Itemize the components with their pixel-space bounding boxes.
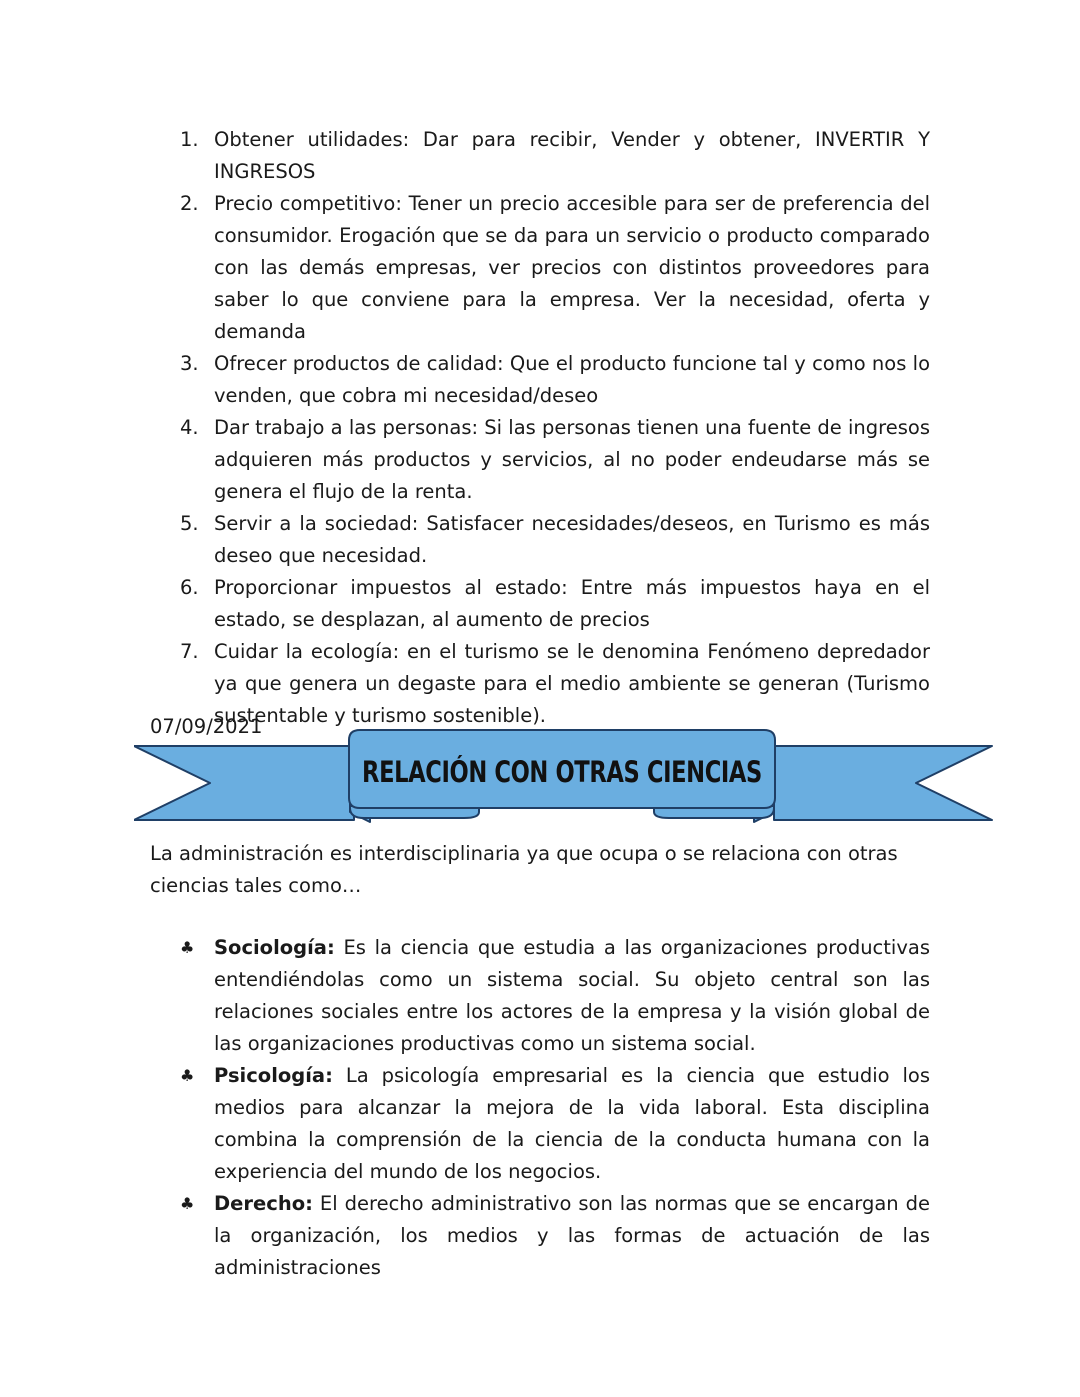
list-item <box>150 636 930 732</box>
list-item <box>150 188 930 348</box>
list-item <box>150 1188 930 1284</box>
list-item <box>150 348 930 412</box>
ribbon-right-tail <box>774 746 992 820</box>
list-item <box>150 508 930 572</box>
club-icon: ♣ <box>180 1194 195 1213</box>
list-item-text: Precio competitivo: Tener un precio accesible para ser de preferencia del consumidor. Erogación que se da para un servicio o producto comparado con las demás empresas, ver precios con distintos proveedores para saber lo que conviene para la empresa. Ver la necesidad, oferta y demanda <box>214 192 930 343</box>
list-item <box>150 932 930 1060</box>
list-item <box>150 124 930 188</box>
science-description: La psicología empresarial es la ciencia que estudio los medios para alcanzar la mejora de la vida laboral. Esta disciplina combina la comprensión de la ciencia de la conducta humana con la experiencia del mundo de los negocios. <box>214 1064 930 1183</box>
list-number: 7. <box>180 640 199 663</box>
banner-title: RELACIÓN CON OTRAS CIENCIAS <box>362 755 762 789</box>
list-item-text: Ofrecer productos de calidad: Que el producto funcione tal y como nos lo venden, que cobra mi necesidad/deseo <box>214 352 930 407</box>
intro-paragraph: La administración es interdisciplinaria ya que ocupa o se relaciona con otras ciencias tales como… <box>150 842 898 897</box>
list-number: 6. <box>180 576 199 599</box>
list-number: 1. <box>180 128 199 151</box>
list-item-text: Dar trabajo a las personas: Si las personas tienen una fuente de ingresos adquieren más productos y servicios, al no poder endeudarse más se genera el flujo de la renta. <box>214 416 930 503</box>
list-item <box>150 572 930 636</box>
list-number: 4. <box>180 416 199 439</box>
list-item-text: Obtener utilidades: Dar para recibir, Vender y obtener, INVERTIR Y INGRESOS <box>214 128 930 183</box>
science-term: Sociología: <box>214 936 335 959</box>
ribbon-left-tail <box>134 746 354 820</box>
list-item-text: Proporcionar impuestos al estado: Entre más impuestos haya en el estado, se desplazan, al aumento de precios <box>214 576 930 631</box>
science-description: El derecho administrativo son las normas que se encargan de la organización, los medios y las formas de actuación de las administraciones <box>214 1192 930 1279</box>
list-number: 5. <box>180 512 199 535</box>
section-banner <box>134 726 994 826</box>
list-item-text: Servir a la sociedad: Satisfacer necesidades/deseos, en Turismo es más deseo que necesidad. <box>214 512 930 567</box>
club-icon: ♣ <box>180 938 195 957</box>
club-icon: ♣ <box>180 1066 195 1085</box>
science-description: Es la ciencia que estudia a las organizaciones productivas entendiéndolas como un sistema social. Su objeto central son las relaciones sociales entre los actores de la empresa y la visión global de las organizaciones productivas como un sistema social. <box>214 936 930 1055</box>
list-number: 3. <box>180 352 199 375</box>
date-label: 07/09/2021 <box>150 715 263 738</box>
sciences-list <box>150 932 930 1284</box>
science-term: Derecho: <box>214 1192 313 1215</box>
list-number: 2. <box>180 192 199 215</box>
list-item-text: Cuidar la ecología: en el turismo se le denomina Fenómeno depredador ya que genera un degaste para el medio ambiente se generan (Turismo sustentable y turismo sostenible). <box>214 640 930 727</box>
list-item <box>150 1060 930 1188</box>
science-term: Psicología: <box>214 1064 333 1087</box>
list-item <box>150 412 930 508</box>
objectives-list <box>150 124 930 732</box>
